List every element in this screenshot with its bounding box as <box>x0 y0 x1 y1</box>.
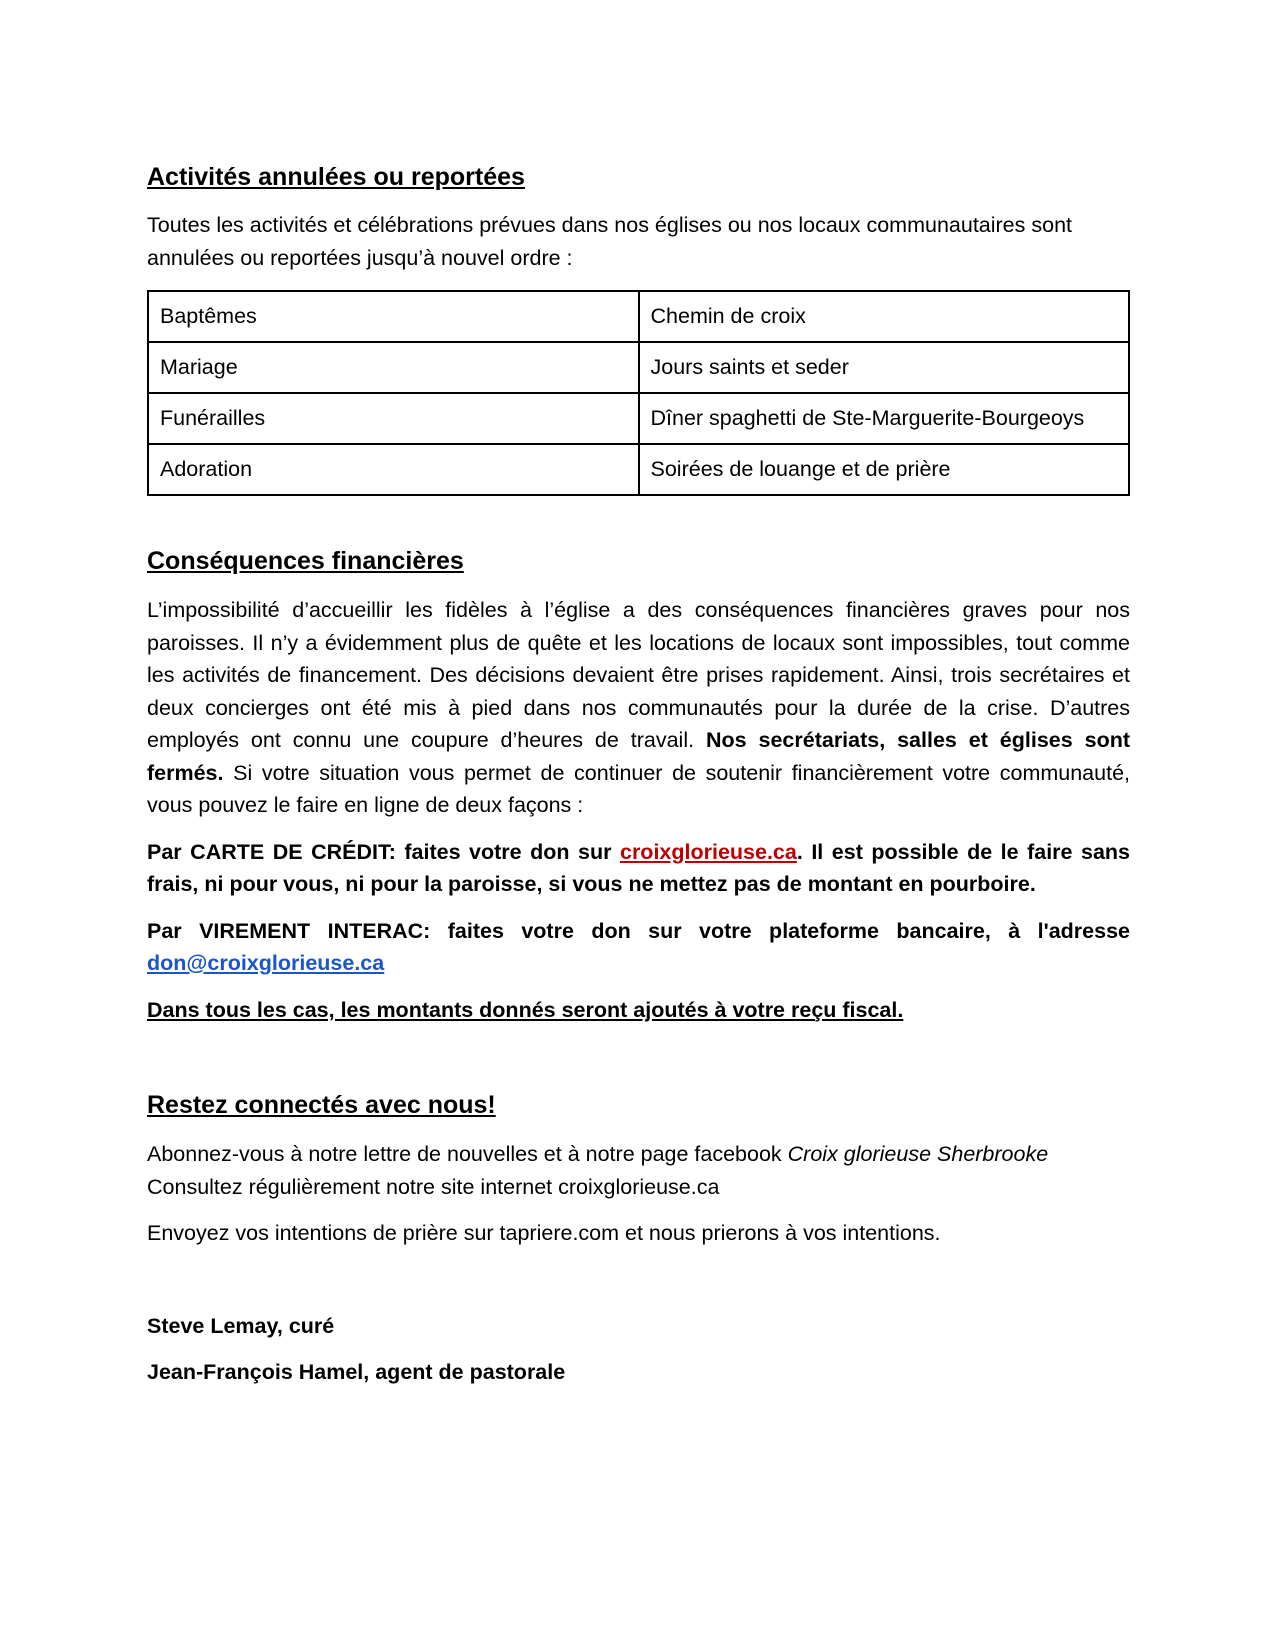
tax-receipt-note: Dans tous les cas, les montants donnés seront ajoutés à votre reçu fiscal. <box>147 997 904 1022</box>
table-row <box>148 393 1129 444</box>
table-cell: Chemin de croix <box>639 291 1130 342</box>
table-cell: Funérailles <box>148 393 639 444</box>
interac-paragraph <box>147 915 1130 980</box>
table-cell: Adoration <box>148 444 639 495</box>
table-cell: Jours saints et seder <box>639 342 1130 393</box>
croixglorieuse-link[interactable]: croixglorieuse.ca <box>619 839 797 864</box>
activities-table <box>147 290 1130 496</box>
consequences-text-a: L’impossibilité d’accueillir les fidèles à l’église a des conséquences financières graves pour nos paroisses. Il n’y a évidemment plus de quête et les locations de locaux sont impossibles, tout comme les activités de financement. Des décisions devaient être prises rapidement. Ainsi, trois secrétaires et deux concierges ont été mis à pied dans nos communautés pour la durée de la crise. D’autres employés ont connu une coupure d’heures de travail. <box>147 598 1130 752</box>
activites-intro: Toutes les activités et célébrations prévues dans nos églises ou nos locaux communautaires sont annulées ou reportées jusqu’à nouvel ordre : <box>147 213 1073 270</box>
signature-agent: Jean-François Hamel, agent de pastorale <box>147 1360 566 1384</box>
credit-card-paragraph <box>147 836 1130 901</box>
table-row <box>148 342 1129 393</box>
table-row <box>148 444 1129 495</box>
section-title-consequences: Conséquences financières <box>147 547 464 575</box>
newsletter-text: Abonnez-vous à notre lettre de nouvelles et à notre page facebook <box>147 1142 788 1166</box>
website-line: Consultez régulièrement notre site internet croixglorieuse.ca <box>147 1174 720 1199</box>
table-cell: Mariage <box>148 342 639 393</box>
section-title-activites: Activités annulées ou reportées <box>147 163 525 191</box>
credit-text-a: Par CARTE DE CRÉDIT: faites votre don sur <box>147 839 620 864</box>
section-title-connectes: Restez connectés avec nous! <box>147 1091 496 1119</box>
signature-cure: Steve Lemay, curé <box>147 1313 335 1338</box>
table-cell: Soirées de louange et de prière <box>639 444 1130 495</box>
interac-text: Par VIREMENT INTERAC: faites votre don sur votre plateforme bancaire, à l'adresse <box>147 918 1130 943</box>
newsletter-line <box>147 1138 1130 1171</box>
facebook-page-name: Croix glorieuse Sherbrooke <box>787 1142 1049 1166</box>
document-page <box>147 160 1130 1389</box>
credit-text-b: . Il est possible de le faire sans frais, ni pour vous, ni pour la paroisse, si vous ne mettez pas de montant en pourboire. <box>147 839 1131 896</box>
closed-notice: Nos secrétariats, salles et églises sont fermés. <box>147 728 1130 785</box>
table-cell: Baptêmes <box>148 291 639 342</box>
consequences-paragraph <box>147 594 1130 822</box>
table-row <box>148 291 1129 342</box>
table-cell: Dîner spaghetti de Ste-Marguerite-Bourgeoys <box>639 393 1130 444</box>
donation-email-link[interactable]: don@croixglorieuse.ca <box>147 951 385 975</box>
consequences-text-b: Si votre situation vous permet de continuer de soutenir financièrement votre communauté, vous pouvez le faire en ligne de deux façons : <box>147 760 1131 817</box>
prayer-line: Envoyez vos intentions de prière sur tapriere.com et nous prierons à vos intentions. <box>147 1221 941 1245</box>
